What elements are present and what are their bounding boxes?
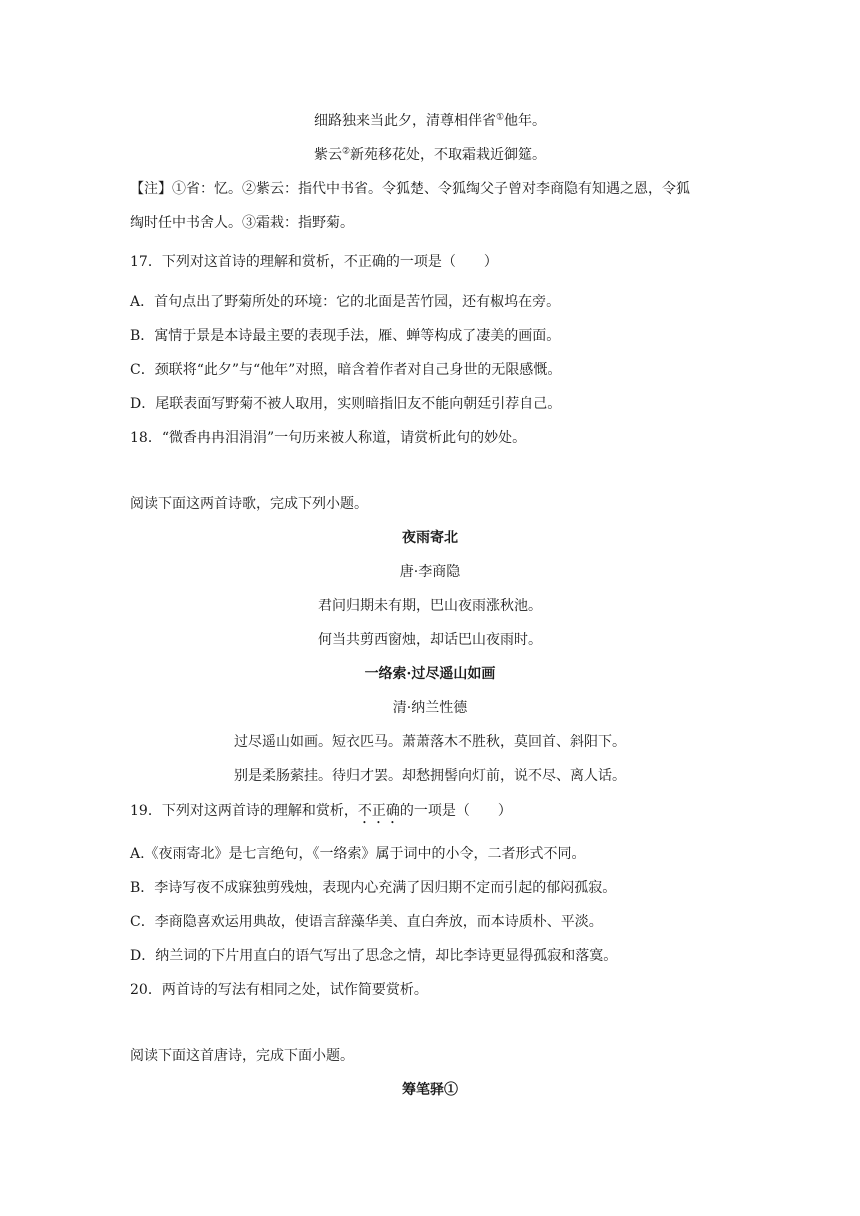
poem1-line-b-text: 紫云	[313, 147, 342, 163]
q17-option-a: A．首句点出了野菊所处的环境：它的北面是苦竹园，还有椒坞在旁。	[130, 294, 561, 310]
q19-option-c: C．李商隐喜欢运用典故，使语言辞藻华美、直白奔放，而本诗质朴、平淡。	[130, 914, 603, 930]
poem2-title: 夜雨寄北	[402, 530, 458, 546]
poem2-line-2: 何当共剪西窗烛，却话巴山夜雨时。	[318, 632, 542, 648]
q19-option-b: B．李诗写夜不成寐独剪残烛，表现内心充满了因归期不定而引起的郁闷孤寂。	[130, 880, 617, 896]
q19-stem	[130, 801, 512, 827]
q17-option-c: C．颈联将“此夕”与“他年”对照，暗含着作者对自己身世的无限感慨。	[130, 362, 562, 378]
poem2-line-1: 君问归期未有期，巴山夜雨涨秋池。	[318, 598, 542, 614]
q19-stem-text: 19．下列对这两首诗的理解和赏析，	[130, 803, 358, 819]
q18-stem: 18．“微香冉冉泪涓涓”一句历来被人称道，请赏析此句的妙处。	[130, 430, 527, 446]
poem4-title: 筹笔驿①	[402, 1082, 458, 1098]
footnote-marker-1: ①	[495, 112, 505, 123]
poem1-line-a-text: 细路独来当此夕，清尊相伴省	[313, 113, 496, 129]
q19-option-a: A.《夜雨寄北》是七言绝句，《一络索》属于词中的小令，二者形式不同。	[130, 846, 586, 862]
q19-emphasis: 不正确	[357, 803, 400, 819]
poem3-line-2: 别是柔肠萦挂。待归才罢。却愁拥髻向灯前，说不尽、离人话。	[234, 768, 626, 784]
poem1-line-b	[0, 145, 860, 165]
q17-option-d: D．尾联表面写野菊不被人取用，实则暗指旧友不能向朝廷引荐自己。	[130, 396, 562, 412]
poem1-line-b-text-end: 新苑移花处，不取霜栽近御筵。	[350, 147, 547, 163]
footnote-marker-2: ②	[341, 146, 351, 157]
q19-stem-text-end: 的一项是（ ）	[399, 803, 512, 819]
poem3-line-1: 过尽遥山如画。短衣匹马。萧萧落木不胜秋，莫回首、斜阳下。	[234, 734, 626, 750]
poem1-line-a	[0, 111, 860, 131]
poem3-title: 一络索·过尽遥山如画	[364, 666, 496, 682]
section-intro-2: 阅读下面这两首诗歌，完成下列小题。	[130, 496, 368, 512]
poem3-author: 清·纳兰性德	[392, 700, 468, 716]
q17-stem: 17．下列对这首诗的理解和赏析，不正确的一项是（ ）	[130, 254, 498, 270]
poem1-note-line-2: 绹时任中书舍人。③霜栽：指野菊。	[130, 215, 354, 231]
poem2-author: 唐·李商隐	[399, 564, 461, 580]
section-intro-3: 阅读下面这首唐诗，完成下面小题。	[130, 1048, 354, 1064]
q19-option-d: D．纳兰词的下片用直白的语气写出了思念之情，却比李诗更显得孤寂和落寞。	[130, 948, 618, 964]
q17-option-b: B．寓情于景是本诗最主要的表现手法，雁、蝉等构成了凄美的画面。	[130, 328, 561, 344]
poem1-note-line-1: 【注】①省：忆。②紫云：指代中书省。令狐楚、令狐绹父子曾对李商隐有知遇之恩，令狐	[130, 181, 690, 197]
q20-stem: 20．两首诗的写法有相同之处，试作简要赏析。	[130, 982, 428, 998]
poem1-line-a-text-end: 他年。	[504, 113, 547, 129]
